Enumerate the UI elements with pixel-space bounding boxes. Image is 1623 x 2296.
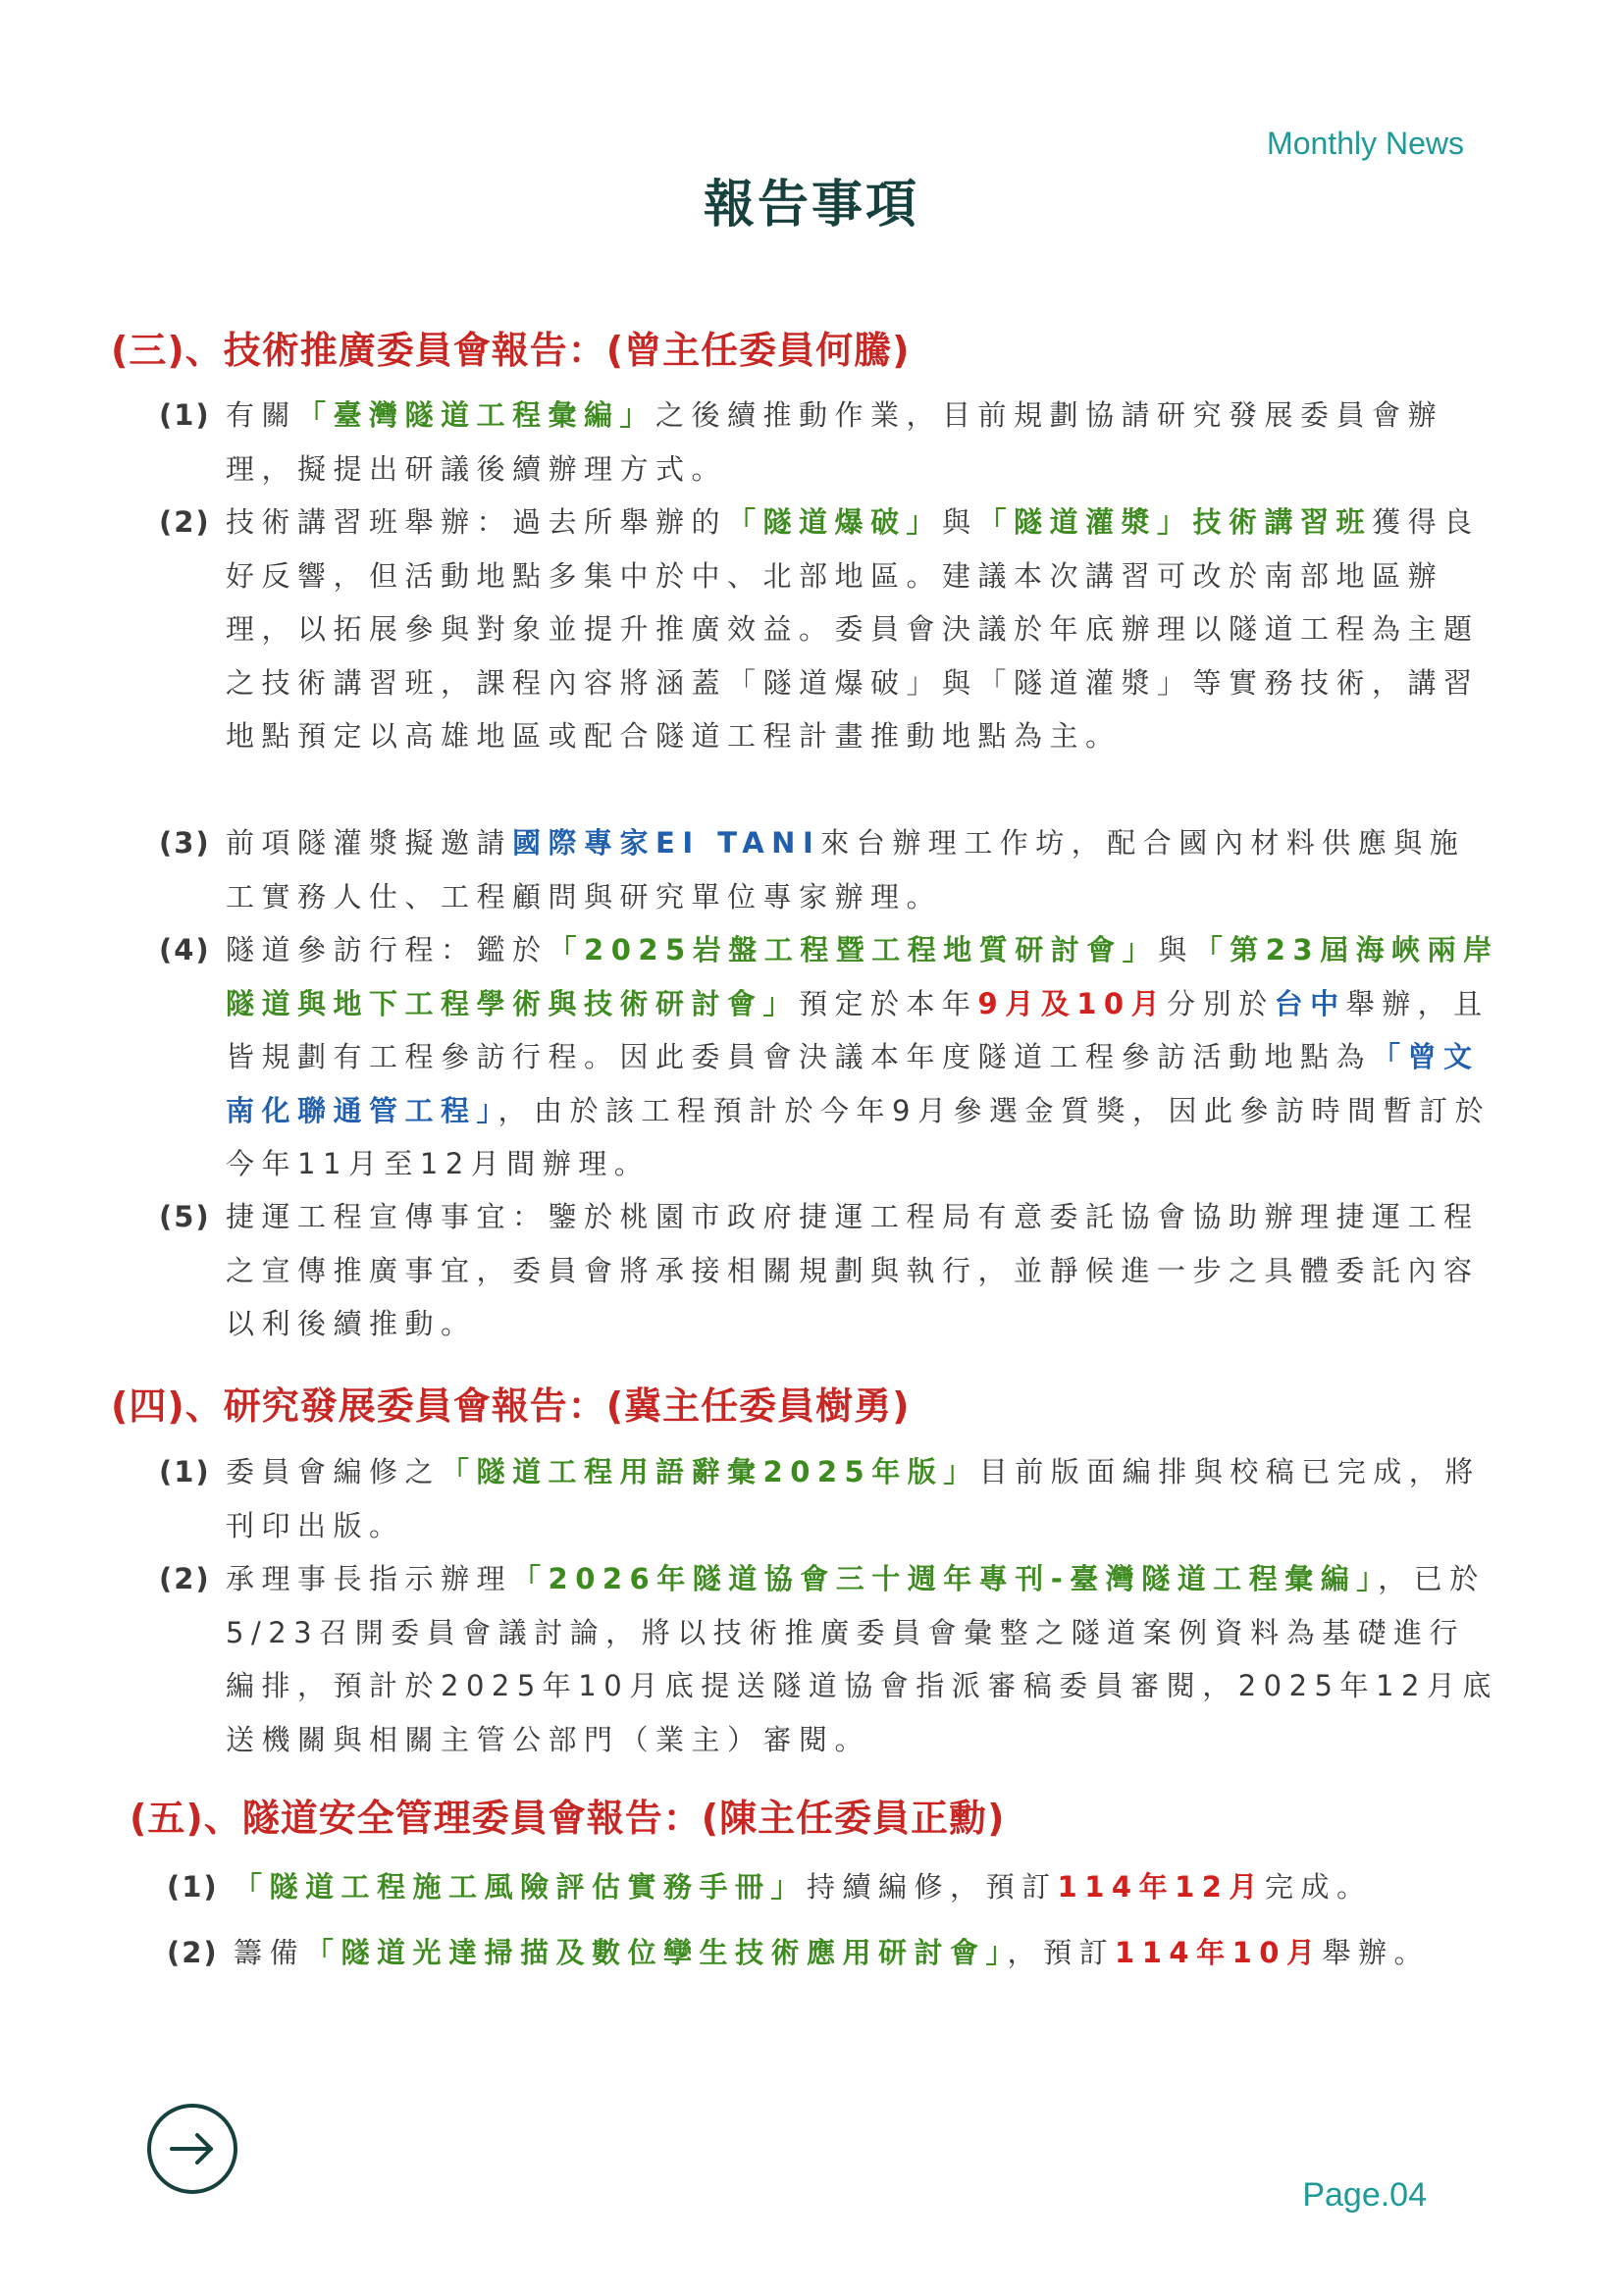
page-number: Page.04 — [1302, 2176, 1427, 2214]
list-item — [159, 389, 1499, 496]
arrow-right-icon — [168, 2129, 217, 2168]
item-text-segment: 「隧道灌漿」技術講習班 — [977, 505, 1373, 539]
item-text-segment: 「第23屆海峽兩岸隧道與地下工程學術與技術研討會」 — [226, 933, 1499, 1020]
item-text-segment: 「隧道光達掃描及數位孿生技術應用研討會」 — [305, 1936, 1008, 1969]
item-number: (1) — [167, 1870, 219, 1904]
list-item — [159, 816, 1499, 923]
item-number: (4) — [159, 933, 211, 966]
item-number: (2) — [159, 505, 211, 539]
item-text-segment: 獲得良好反響，但活動地點多集中於中、北部地區。建議本次講習可改於南部地區辦理，以拓展參與對象並提升推廣效益。委員會決議於年底辦理以隧道工程為主題之技術講習班，課程內容將涵蓋「隧道爆破」與「隧道灌漿」等實務技術，講習地點預定以高雄地區或配合隧道工程計畫推動地點為主。 — [226, 505, 1480, 753]
item-text-segment: 隧道參訪行程：鑑於 — [226, 933, 549, 966]
next-page-button[interactable] — [147, 2104, 237, 2194]
item-text — [159, 496, 1499, 763]
item-text-segment: 技術講習班舉辦：過去所舉辦的 — [226, 505, 728, 539]
item-text-segment: 「曾文南化聯通管工程」 — [226, 1040, 1480, 1127]
item-text-segment: 「隧道工程施工風險評估實務手冊」 — [234, 1870, 808, 1904]
item-text-segment: 114年10月 — [1115, 1936, 1323, 1969]
item-text-segment: 舉辦。 — [1322, 1936, 1430, 1969]
item-text-segment: 114年12月 — [1057, 1870, 1265, 1904]
item-text-segment: ，已於5/23召開委員會議討論，將以技術推廣委員會彙整之隧道案例資料為基礎進行編排，預計於2025年10月底提送隧道協會指派審稿委員審閱，2025年12月底送機關與相關主管公部門（業主）審閱。 — [226, 1562, 1498, 1756]
item-text — [159, 923, 1499, 1191]
item-text-segment: ，由於該工程預計於今年9月參選金質獎，因此參訪時間暫訂於今年11月至12月間辦理。 — [226, 1093, 1491, 1180]
item-text — [159, 1552, 1499, 1766]
item-text-segment: 前項隧灌漿擬邀請 — [226, 826, 513, 860]
item-text — [159, 816, 1499, 923]
item-text — [159, 1445, 1499, 1552]
item-number: (1) — [159, 398, 211, 432]
item-text-segment: 「2025岩盤工程暨工程地質研討會」 — [548, 933, 1159, 966]
item-text — [167, 1933, 1499, 1972]
item-text-segment: 承理事長指示辦理 — [226, 1562, 513, 1595]
item-number: (2) — [167, 1936, 219, 1969]
item-text-segment: 「隧道工程用語辭彙2025年版」 — [441, 1455, 979, 1488]
item-text — [159, 1190, 1499, 1351]
item-text-segment: 「隧道爆破」 — [727, 505, 943, 539]
item-text-segment: 完成。 — [1264, 1870, 1373, 1904]
item-text-segment: 「2026年隧道協會三十週年專刊-臺灣隧道工程彙編」 — [512, 1562, 1379, 1595]
item-number: (5) — [159, 1200, 211, 1233]
list-item — [159, 1445, 1499, 1552]
item-text-segment: 與 — [942, 505, 978, 539]
item-text-segment: 與 — [1158, 933, 1194, 966]
section-heading-4: (四)、研究發展委員會報告：(冀主任委員樹勇) — [111, 1384, 911, 1428]
item-text — [167, 1860, 1499, 1914]
section-heading-5: (五)、隧道安全管理委員會報告：(陳主任委員正勳) — [130, 1797, 1006, 1840]
list-item — [167, 1933, 1499, 1972]
item-text-segment: 台中 — [1274, 986, 1346, 1020]
item-number: (3) — [159, 826, 211, 860]
item-text-segment: 持續編修，預訂 — [807, 1870, 1058, 1904]
item-text-segment: 有關 — [226, 398, 298, 432]
list-item — [167, 1860, 1499, 1914]
list-item — [159, 923, 1499, 1191]
page-title: 報告事項 — [703, 176, 919, 235]
item-text-segment: 來台辦理工作坊，配合國內材料供應與施工實務人仕、工程顧問與研究單位專家辦理。 — [226, 826, 1466, 913]
section-heading-3: (三)、技術推廣委員會報告：(曾主任委員何騰) — [111, 329, 911, 372]
item-text-segment: ，預訂 — [1007, 1936, 1116, 1969]
brand-label: Monthly News — [1267, 126, 1464, 161]
item-text — [159, 389, 1499, 496]
item-text-segment: 舉辦，且皆規劃有工程參訪行程。因此委員會決議本年度隧道工程參訪活動地點為 — [226, 986, 1490, 1073]
item-text-segment: 目前版面編排與校稿已完成，將刊印出版。 — [226, 1455, 1481, 1542]
item-text-segment: 捷運工程宣傳事宜：鑒於桃園市政府捷運工程局有意委託協會協助辦理捷運工程之宣傳推廣事宜，委員會將承接相關規劃與執行，並靜候進一步之具體委託內容以利後續推動。 — [226, 1200, 1480, 1340]
item-text-segment: 預定於本年 — [799, 986, 978, 1020]
list-item — [159, 496, 1499, 763]
item-text-segment: 分別於 — [1167, 986, 1275, 1020]
item-text-segment: 籌備 — [234, 1936, 306, 1969]
item-number: (2) — [159, 1562, 211, 1595]
item-text-segment: 委員會編修之 — [226, 1455, 442, 1488]
item-text-segment: 「臺灣隧道工程彙編」 — [297, 398, 656, 432]
item-text-segment: 之後續推動作業，目前規劃協請研究發展委員會辦理，擬提出研議後續辦理方式。 — [226, 398, 1444, 486]
item-text-segment: 國際專家EI TANI — [512, 826, 821, 860]
list-item — [159, 1552, 1499, 1766]
item-text-segment: 9月及10月 — [977, 986, 1168, 1020]
list-item — [159, 1190, 1499, 1351]
item-number: (1) — [159, 1455, 211, 1488]
